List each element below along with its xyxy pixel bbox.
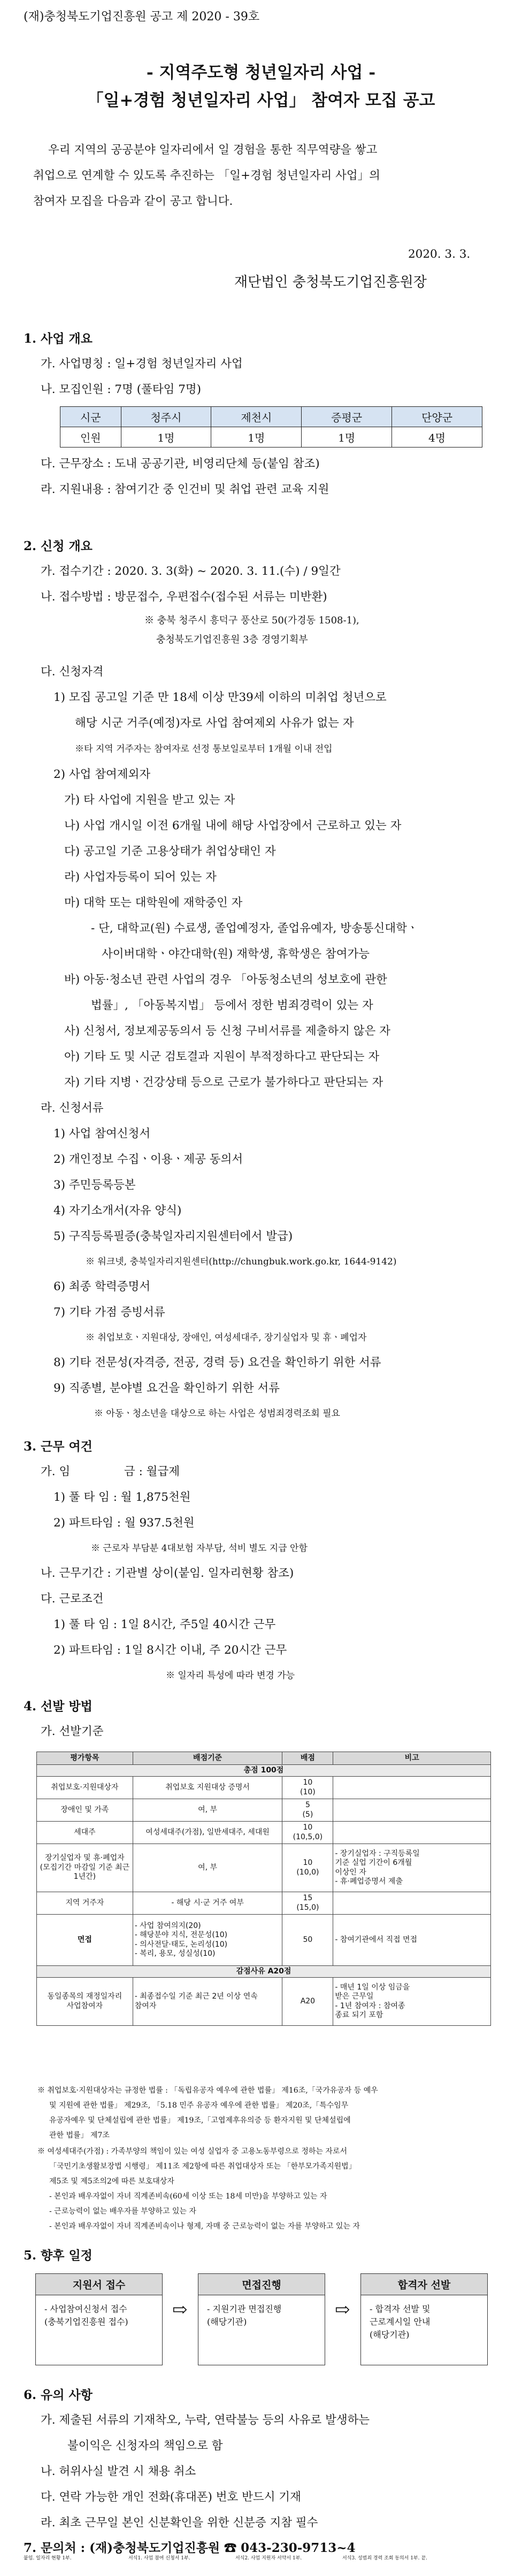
cell: 여, 부 [133,1844,282,1892]
cell: 배점기준 [133,1752,282,1765]
cell: 감점사유 A20점 [37,1966,491,1978]
cell: - 해당 시·군 거주 여부 [133,1892,282,1915]
cell: 배점 [282,1752,333,1765]
section-3-heading: 3. 근무 여건 [24,1439,93,1454]
title-line-1: - 지역주도형 청년일자리 사업 - [146,63,376,82]
s3-wage-type: 금 : 월급제 [124,1465,180,1478]
step-body: - 지원기관 면접진행 [207,2304,282,2314]
cell: - 최종접수일 기준 최근 2년 이상 연속 참여자 [133,1978,282,2026]
intro-line-1: 우리 지역의 공공분야 일자리에서 일 경험을 통한 직무역량을 쌓고 [48,143,378,157]
s6-na: 나. 허위사실 발견 시 채용 취소 [41,2465,196,2478]
s2-d5: 5) 구직등록필증(충북일자리지원센터에서 발급) [53,1230,293,1243]
step-select [360,2273,488,2365]
section-4-heading: 4. 선발 방법 [24,1699,93,1714]
s4-note2b: 「국민기초생활보장법 시행령」 제11조 제2항에 따른 취업대상자 또는 「한부모가족지원법」 [49,2162,356,2171]
cell: 1명 [121,427,211,448]
cell: 15 (15,0) [282,1892,333,1915]
cell: 여성세대주(가점), 일반세대주, 세대원 [133,1822,282,1844]
cell: 시군 [60,407,121,427]
intro-line-3: 참여자 모집을 다음과 같이 공고 합니다. [33,195,233,208]
s3-w1: 1) 풀 타 임 : 1일 8시간, 주5일 40시간 근무 [53,1618,276,1631]
cell: 10 (10,0) [282,1844,333,1892]
s2-d9-note: ※ 아동ㆍ청소년을 대상으로 하는 사업은 성범죄경력조회 필요 [94,1408,340,1419]
cell: - 사업 참여의지(20) - 해당분야 지식, 전문성(10) - 의사전달·태도, 논리성(10) - 복리, 용모, 성실성(10) [133,1915,282,1966]
s6-ra: 라. 최초 근무일 본인 신분확인을 위한 신분증 지참 필수 [41,2516,318,2529]
s1-support: 라. 지원내용 : 참여기간 중 인건비 및 취업 관련 교육 지원 [41,483,329,496]
title-line-2: 「일+경험 청년일자리 사업」 참여자 모집 공고 [87,91,435,110]
s2-address-1: ※ 충북 청주시 흥덕구 풍산로 50(가경동 1508-1), [144,615,359,626]
cell: 세대주 [37,1822,133,1844]
cell [333,1777,491,1799]
cell: 면접 [37,1915,133,1966]
cell: 총점 100점 [37,1765,491,1777]
cell: - 매년 1일 이상 임금을 받은 근무일 - 1년 참여자 : 참여종 종료 되기 포함 [333,1978,491,2026]
s4-note2c: 제5조 및 제5조의2에 따른 보호대상자 [49,2177,174,2186]
step-body: - 합격자 선발 및 [370,2304,431,2314]
s2-q2: 2) 사업 참여제외자 [53,768,151,781]
intro-line-2: 취업으로 연계할 수 있도록 추진하는 「일+경험 청년일자리 사업」의 [33,169,380,182]
cell: 10 (10) [282,1777,333,1799]
s4-note2a: ※ 여성세대주(가점) : 가족부양의 책임이 있는 여성 실업자 중 고용노동부령으로 정하는 자로서 [37,2147,347,2156]
s3-p1: 1) 풀 타 임 : 월 1,875천원 [53,1491,191,1504]
cell: 취업보호 지원대상 증명서 [133,1777,282,1799]
section-2-heading: 2. 신청 개요 [24,539,93,553]
s2-e-sa: 사) 신청서, 정보제공동의서 등 신청 구비서류를 제출하지 않은 자 [64,1024,390,1038]
s6-da: 다. 연락 가능한 개인 전화(휴대폰) 번호 반드시 기재 [41,2490,301,2504]
selection-table [36,1752,491,2026]
s4-note2f: - 본인과 배우자없이 자녀 직계존비속이나 형제, 자매 중 근로능력이 없는 자를 부양하고 있는 자 [49,2222,360,2231]
step-body: (해당기관) [370,2330,410,2340]
s2-method: 나. 접수방법 : 방문접수, 우편접수(접수된 서류는 미반환) [41,590,327,604]
cell: 제천시 [211,407,302,427]
s4-note2d: - 본인과 배우자없이 자녀 직계존비속(60세 이상 또는 18세 미만)을 부양하고 있는 자 [49,2192,327,2201]
s2-d9: 9) 직종별, 분야별 요건을 확인하기 위한 서류 [53,1382,280,1395]
section-6-heading: 6. 유의 사항 [24,2388,93,2402]
s2-d7-note: ※ 취업보호ㆍ지원대상, 장애인, 여성세대주, 장기실업자 및 휴ㆍ폐업자 [86,1332,367,1343]
s6-ga1: 가. 제출된 서류의 기재착오, 누락, 연락불능 등의 사유로 발생하는 [41,2413,370,2427]
s2-d3: 3) 주민등록등본 [53,1178,136,1192]
cell: 1명 [211,427,302,448]
notice-date: 2020. 3. 3. [408,248,471,261]
s2-qualify: 다. 신청자격 [41,665,104,678]
s4-note1b: 및 지원에 관한 법률」 제29조, 「5.18 민주 유공자 예우에 관한 법률」 제20조,「특수임무 [49,2101,349,2110]
step-title: 지원서 접수 [36,2274,162,2295]
cell: 평가항목 [37,1752,133,1765]
step-body: - 사업참여신청서 접수 [44,2304,127,2314]
cell: 취업보호·지원대상자 [37,1777,133,1799]
s4-note1a: ※ 취업보호·지원대상자는 규정한 법률 : 「독립유공자 예우에 관한 법률」 제16조,「국가유공자 등 예우 [37,2086,378,2095]
step-body: (해당기관) [207,2317,247,2327]
step-body: 근로계시일 안내 [370,2317,431,2327]
cell: - 장기실업자 : 구직등록일 기준 실업 기간이 6개월 이상인 자 - 휴·폐업증명서 제출 [333,1844,491,1892]
s3-conditions: 다. 근로조건 [41,1592,104,1606]
s1-recruit: 나. 모집인원 : 7명 (풀타임 7명) [41,383,202,396]
s2-e-ba1: 바) 아동·청소년 관련 사업의 경우 「아동청소년의 성보호에 관한 [64,973,387,986]
s2-e-da: 다) 공고일 기준 고용상태가 취업상태인 자 [64,845,276,858]
step-title: 합격자 선발 [361,2274,487,2295]
section-1-heading: 1. 사업 개요 [24,331,93,346]
s6-ga2: 불이익은 신청자의 책임으로 함 [67,2439,223,2452]
s2-docs: 라. 신청서류 [41,1101,104,1115]
s2-e-ga: 가) 타 사업에 지원을 받고 있는 자 [64,793,235,807]
s4-note2e: - 근로능력이 없는 배우자를 부양하고 있는 자 [49,2207,196,2216]
s2-e-ra: 라) 사업자등록이 되어 있는 자 [64,870,217,884]
s2-e-ma: 마) 대학 또는 대학원에 재학중인 자 [64,896,243,909]
s2-e-ba2: 법률」, 「아동복지법」 등에서 정한 범죄경력이 있는 자 [91,999,373,1012]
cell: 증평군 [302,407,392,427]
s3-p2: 2) 파트타임 : 월 937.5천원 [53,1516,195,1530]
s3-period: 나. 근무기간 : 기관별 상이(붙임. 일자리현황 참조) [41,1567,294,1580]
s4-note1c: 유공자예우 및 단체설립에 관한 법률」 제19조,「고엽제후유의증 등 환자지원 및 단체설립에 [49,2116,351,2125]
s2-d2: 2) 개인정보 수집ㆍ이용ㆍ제공 동의서 [53,1153,243,1166]
step-apply [35,2273,163,2365]
arrow-right-icon: ⇨ [335,2299,350,2320]
recruit-table [60,406,482,448]
s2-e-ja: 자) 기타 지병ㆍ건강상태 등으로 근로가 불가하다고 판단되는 자 [64,1076,383,1089]
s2-d4: 4) 자기소개서(자유 양식) [53,1204,182,1217]
s2-e-ma2: 사이버대학ㆍ야간대학(원) 재학생, 휴학생은 참여가능 [102,947,370,961]
cell: 50 [282,1915,333,1966]
cell: 단양군 [392,407,482,427]
s1-workplace: 다. 근무장소 : 도내 공공기관, 비영리단체 등(붙임 참조) [41,457,320,471]
s3-wage-label: 가. 임 [41,1465,71,1478]
s2-q1b: 해당 시군 거주(예정)자로 사업 참여제외 사유가 없는 자 [75,716,354,730]
cell [333,1892,491,1915]
attach-3: 서식2. 사업 지원자 서약서 1부. [235,2556,302,2561]
s1-name: 가. 사업명칭 : 일+경험 청년일자리 사업 [41,357,243,371]
issuing-org: 재단법인 충청북도기업진흥원장 [234,274,427,290]
cell: 여, 부 [133,1799,282,1822]
s3-work-note: ※ 일자리 특성에 따라 변경 가능 [166,1670,295,1681]
cell [333,1799,491,1822]
cell [333,1822,491,1844]
cell: 장애인 및 가족 [37,1799,133,1822]
s2-address-2: 충청북도기업진흥원 3층 경영기획부 [156,634,308,645]
s4-criteria: 가. 선발기준 [41,1725,104,1738]
step-interview [198,2273,325,2365]
section-5-heading: 5. 향후 일정 [24,2248,93,2263]
cell: 10 (10,5,0) [282,1822,333,1844]
s2-d7: 7) 기타 가점 증빙서류 [53,1306,165,1319]
notice-number: (재)충청북도기업진흥원 공고 제 2020 - 39호 [24,10,260,24]
step-title: 면접진행 [198,2274,325,2295]
s2-d5-note: ※ 워크넷, 충북일자리지원센터(http://chungbuk.work.go.kr, 1644-9142) [86,1256,397,1267]
s3-w2: 2) 파트타임 : 1일 8시간 이내, 주 20시간 근무 [53,1644,287,1657]
cell: 1명 [302,427,392,448]
s2-d6: 6) 최종 학력증명서 [53,1280,151,1293]
cell: 인원 [60,427,121,448]
s2-q1c: ※타 지역 거주자는 참여자로 선정 통보일로부터 1개월 이내 전입 [75,744,333,754]
cell: 동일종목의 재정일자리 사업참여자 [37,1978,133,2026]
cell: 5 (5) [282,1799,333,1822]
s4-note1d: 관한 법률」 제7조 [49,2131,110,2140]
s2-e-a: 아) 기타 도 및 시군 검토결과 지원이 부적정하다고 판단되는 자 [64,1050,380,1063]
s2-d1: 1) 사업 참여신청서 [53,1127,151,1140]
s2-d8: 8) 기타 전문성(자격증, 전공, 경력 등) 요건을 확인하기 위한 서류 [53,1356,381,1369]
cell: 지역 거주자 [37,1892,133,1915]
cell: 4명 [392,427,482,448]
s2-q1a: 1) 모집 공고일 기준 만 18세 이상 만39세 이하의 미취업 청년으로 [53,691,387,704]
s2-e-na: 나) 사업 개시일 이전 6개월 내에 해당 사업장에서 근로하고 있는 자 [64,819,402,832]
section-7-heading: 7. 문의처 : (재)충청북도기업진흥원 ☎ 043-230-9713~4 [24,2541,356,2555]
attach-4: 서식3. 성범죄 경력 조회 동의서 1부. 끝. [342,2556,427,2561]
step-body: (충북기업진흥원 접수) [44,2317,128,2327]
s3-pay-note: ※ 근로자 부담분 4대보험 자부담, 석비 별도 지급 안함 [91,1543,308,1554]
cell: 비고 [333,1752,491,1765]
cell: - 참여기관에서 직접 면접 [333,1915,491,1966]
s2-period: 가. 접수기간 : 2020. 3. 3(화) ~ 2020. 3. 11.(수) / 9일간 [41,565,341,578]
cell: 장기실업자 및 휴·폐업자 (모집기간 마감일 기준 최근 1년간) [37,1844,133,1892]
attach-2: 서식1. 사업 참여 신청서 1부. [128,2556,190,2561]
s2-e-ma1: - 단, 대학교(원) 수료생, 졸업예정자, 졸업유예자, 방송통신대학ㆍ [91,922,418,935]
arrow-right-icon: ⇨ [172,2299,188,2320]
cell: 청주시 [121,407,211,427]
cell: A20 [282,1978,333,2026]
attach-1: 붙임. 일자리 현황 1부. [24,2556,72,2561]
